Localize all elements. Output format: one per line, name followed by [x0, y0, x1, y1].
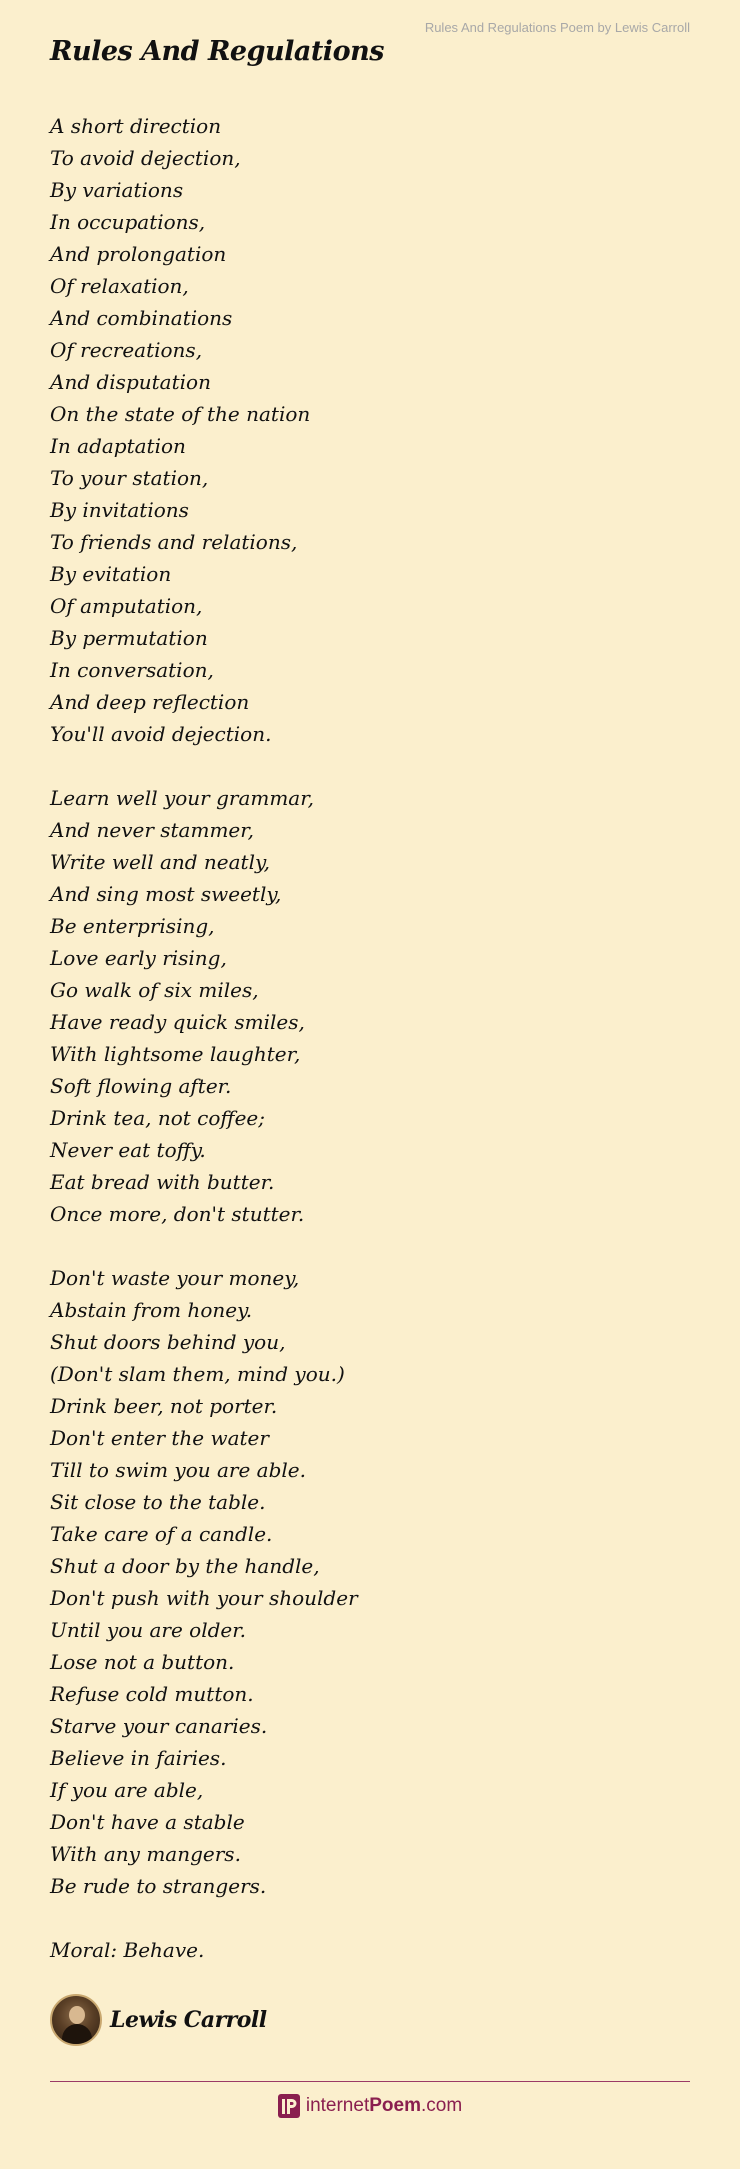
- poem-line: In occupations,: [50, 210, 206, 234]
- footer-divider: [50, 2081, 690, 2082]
- poem-line: Starve your canaries.: [50, 1714, 268, 1738]
- poem-line: Till to swim you are able.: [50, 1458, 306, 1482]
- poem-line: Until you are older.: [50, 1618, 246, 1642]
- poem-line: Go walk of six miles,: [50, 978, 259, 1002]
- poem-stanza: [50, 782, 690, 1230]
- poem-line: In adaptation: [50, 434, 186, 458]
- poem-line: Don't waste your money,: [50, 1266, 300, 1290]
- poem-line: Learn well your grammar,: [50, 786, 314, 810]
- poem-line: Never eat toffy.: [50, 1138, 206, 1162]
- poem-line: And sing most sweetly,: [50, 882, 282, 906]
- poem-stanza: [50, 110, 690, 750]
- poem-line: With lightsome laughter,: [50, 1042, 301, 1066]
- poem-line: And never stammer,: [50, 818, 254, 842]
- poem-line: Of amputation,: [50, 594, 203, 618]
- poem-line: Write well and neatly,: [50, 850, 270, 874]
- poem-line: Don't enter the water: [50, 1426, 269, 1450]
- poem-line: Take care of a candle.: [50, 1522, 273, 1546]
- poem-line: On the state of the nation: [50, 402, 311, 426]
- internetpoem-logo-icon: [278, 2094, 300, 2118]
- header-caption: Rules And Regulations Poem by Lewis Carroll: [424, 20, 690, 35]
- poem-line: Once more, don't stutter.: [50, 1202, 305, 1226]
- author-name[interactable]: Lewis Carroll: [110, 2007, 267, 2033]
- poem-line: By invitations: [50, 498, 189, 522]
- poem-line: Be enterprising,: [50, 914, 215, 938]
- poem-line: By permutation: [50, 626, 208, 650]
- brand-text[interactable]: [306, 2095, 462, 2117]
- poem-line: You'll avoid dejection.: [50, 722, 272, 746]
- poem-line: A short direction: [50, 114, 222, 138]
- poem-stanza: [50, 1934, 690, 1966]
- poem-title: Rules And Regulations: [50, 36, 384, 67]
- poem-line: And combinations: [50, 306, 233, 330]
- poem-line: Have ready quick smiles,: [50, 1010, 305, 1034]
- poem-line: Drink tea, not coffee;: [50, 1106, 265, 1130]
- poem-line: Don't have a stable: [50, 1810, 245, 1834]
- poem-line: (Don't slam them, mind you.): [50, 1362, 345, 1386]
- poem-line: By evitation: [50, 562, 172, 586]
- poem-line: Shut a door by the handle,: [50, 1554, 320, 1578]
- poem-line: Shut doors behind you,: [50, 1330, 286, 1354]
- poem-line: Moral: Behave.: [50, 1938, 205, 1962]
- poem-line: And deep reflection: [50, 690, 250, 714]
- poem-line: Believe in fairies.: [50, 1746, 227, 1770]
- poem-stanza: [50, 1262, 690, 1902]
- poem-line: Refuse cold mutton.: [50, 1682, 254, 1706]
- poem-line: Be rude to strangers.: [50, 1874, 267, 1898]
- poem-line: And prolongation: [50, 242, 227, 266]
- poem-line: To friends and relations,: [50, 530, 298, 554]
- brand-prefix: internet: [305, 2095, 370, 2116]
- poem-line: Sit close to the table.: [50, 1490, 266, 1514]
- poem-line: Abstain from honey.: [50, 1298, 253, 1322]
- poem-line: With any mangers.: [50, 1842, 241, 1866]
- poem-line: To avoid dejection,: [50, 146, 241, 170]
- brand-bold: Poem: [369, 2095, 421, 2116]
- brand-suffix: .com: [420, 2095, 463, 2116]
- author-avatar[interactable]: [50, 1994, 102, 2046]
- poem-line: In conversation,: [50, 658, 214, 682]
- poem-line: Love early rising,: [50, 946, 227, 970]
- poem-line: Drink beer, not porter.: [50, 1394, 278, 1418]
- poem-line: If you are able,: [50, 1778, 204, 1802]
- poem-line: Of recreations,: [50, 338, 203, 362]
- poem-line: By variations: [50, 178, 184, 202]
- poem-body: [50, 110, 690, 1998]
- poem-line: To your station,: [50, 466, 209, 490]
- poem-line: And disputation: [50, 370, 211, 394]
- author-block[interactable]: [50, 1994, 267, 2046]
- poem-line: Lose not a button.: [50, 1650, 235, 1674]
- poem-line: Don't push with your shoulder: [50, 1586, 358, 1610]
- poem-line: Of relaxation,: [50, 274, 189, 298]
- poem-line: Eat bread with butter.: [50, 1170, 275, 1194]
- poem-line: Soft flowing after.: [50, 1074, 232, 1098]
- footer-brand[interactable]: [0, 2094, 740, 2118]
